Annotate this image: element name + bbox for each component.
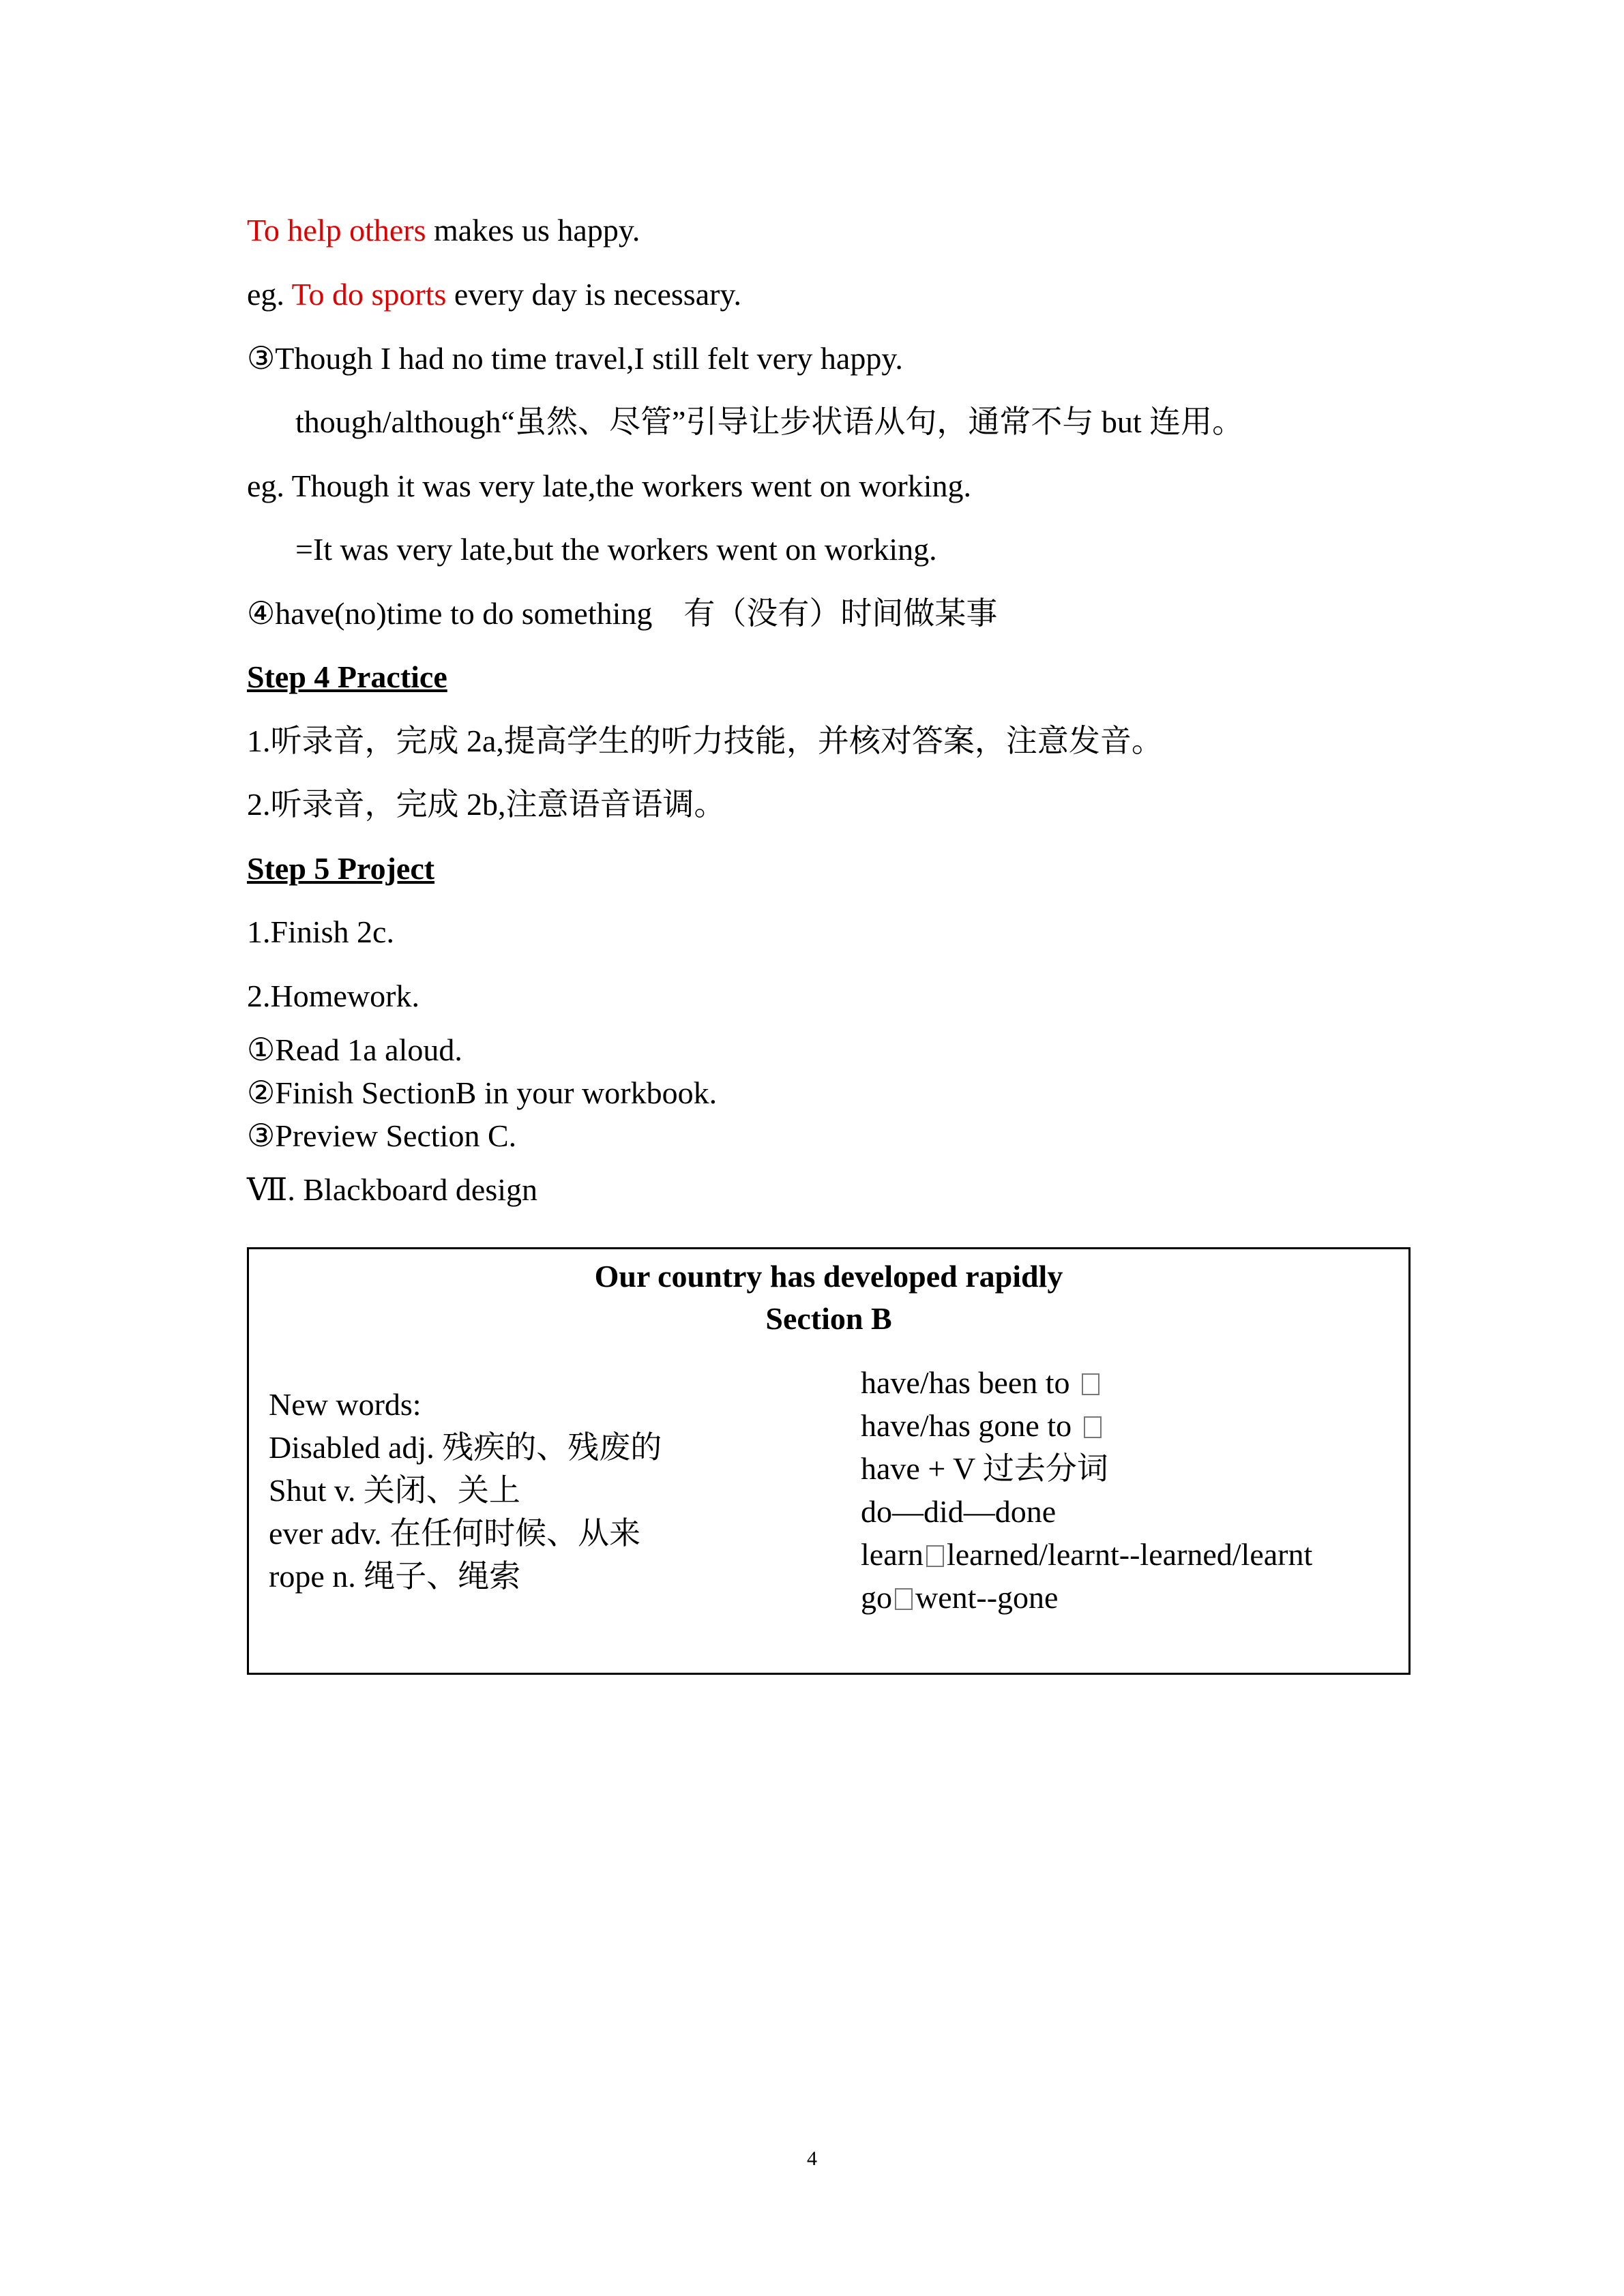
- sentence-text: makes us happy.: [426, 213, 640, 248]
- homework-item-2: ②Finish SectionB in your workbook.: [247, 1075, 718, 1110]
- placeholder-box-icon: [895, 1588, 913, 1610]
- line-help-others: [247, 211, 640, 250]
- eg-prefix: eg.: [247, 277, 292, 312]
- vocab-shut: Shut v. 关闭、关上: [269, 1473, 520, 1508]
- homework-item-1: ①Read 1a aloud.: [247, 1032, 462, 1067]
- line-though-travel: ③Though I had no time travel,I still felt very happy.: [247, 341, 903, 376]
- line-have-time: ④have(no)time to do something 有（没有）时间做某事: [247, 596, 998, 631]
- practice-item-1: 1.听录音，完成 2a,提高学生的听力技能，并核对答案，注意发音。: [247, 724, 1163, 758]
- new-words-label: New words:: [269, 1387, 422, 1422]
- grammar-text: learn: [861, 1537, 924, 1572]
- grammar-present-perfect: have + V 过去分词: [861, 1451, 1108, 1486]
- vocab-disabled: Disabled adj. 残疾的、残废的: [269, 1430, 662, 1465]
- grammar-text: have/has gone to: [861, 1408, 1080, 1443]
- blackboard-design-box: [247, 1247, 1411, 1675]
- placeholder-box-icon: [926, 1545, 944, 1567]
- step-4-heading: Step 4 Practice: [247, 659, 447, 694]
- grammar-text: went--gone: [915, 1580, 1059, 1615]
- highlight-text: To help others: [247, 213, 426, 248]
- project-item-1: 1.Finish 2c.: [247, 914, 394, 949]
- grammar-learn-forms: [861, 1536, 1312, 1574]
- highlight-text: To do sports: [291, 277, 447, 312]
- grammar-go-forms: [861, 1579, 1058, 1617]
- page-number: 4: [807, 2147, 817, 2170]
- vocab-ever: ever adv. 在任何时候、从来: [269, 1516, 641, 1551]
- placeholder-box-icon: [1084, 1416, 1102, 1438]
- section-blackboard-heading: Ⅶ. Blackboard design: [247, 1172, 537, 1207]
- line-example-late: eg. Though it was very late,the workers went on working.: [247, 468, 972, 503]
- grammar-text: go: [861, 1580, 892, 1615]
- grammar-do-forms: do—did—done: [861, 1494, 1057, 1529]
- homework-item-3: ③Preview Section C.: [247, 1118, 517, 1153]
- blackboard-title: Our country has developed rapidly: [594, 1259, 1063, 1294]
- line-example-sports: [247, 275, 741, 314]
- vocab-rope: rope n. 绳子、绳索: [269, 1559, 521, 1594]
- line-though-explanation: though/although“虽然、尽管”引导让步状语从句，通常不与 but 连用。: [295, 404, 1244, 439]
- placeholder-box-icon: [1082, 1373, 1099, 1395]
- practice-item-2: 2.听录音，完成 2b,注意语音语调。: [247, 787, 726, 822]
- grammar-text: have/has been to: [861, 1365, 1078, 1400]
- grammar-been-to: [861, 1364, 1104, 1402]
- grammar-gone-to: [861, 1407, 1106, 1445]
- sentence-text: every day is necessary.: [446, 277, 741, 312]
- line-equivalent-sentence: =It was very late,but the workers went on working.: [295, 532, 937, 567]
- blackboard-subtitle: Section B: [765, 1301, 892, 1336]
- grammar-text: learned/learnt--learned/learnt: [946, 1537, 1313, 1572]
- project-item-2: 2.Homework.: [247, 979, 419, 1013]
- step-5-heading: Step 5 Project: [247, 851, 435, 886]
